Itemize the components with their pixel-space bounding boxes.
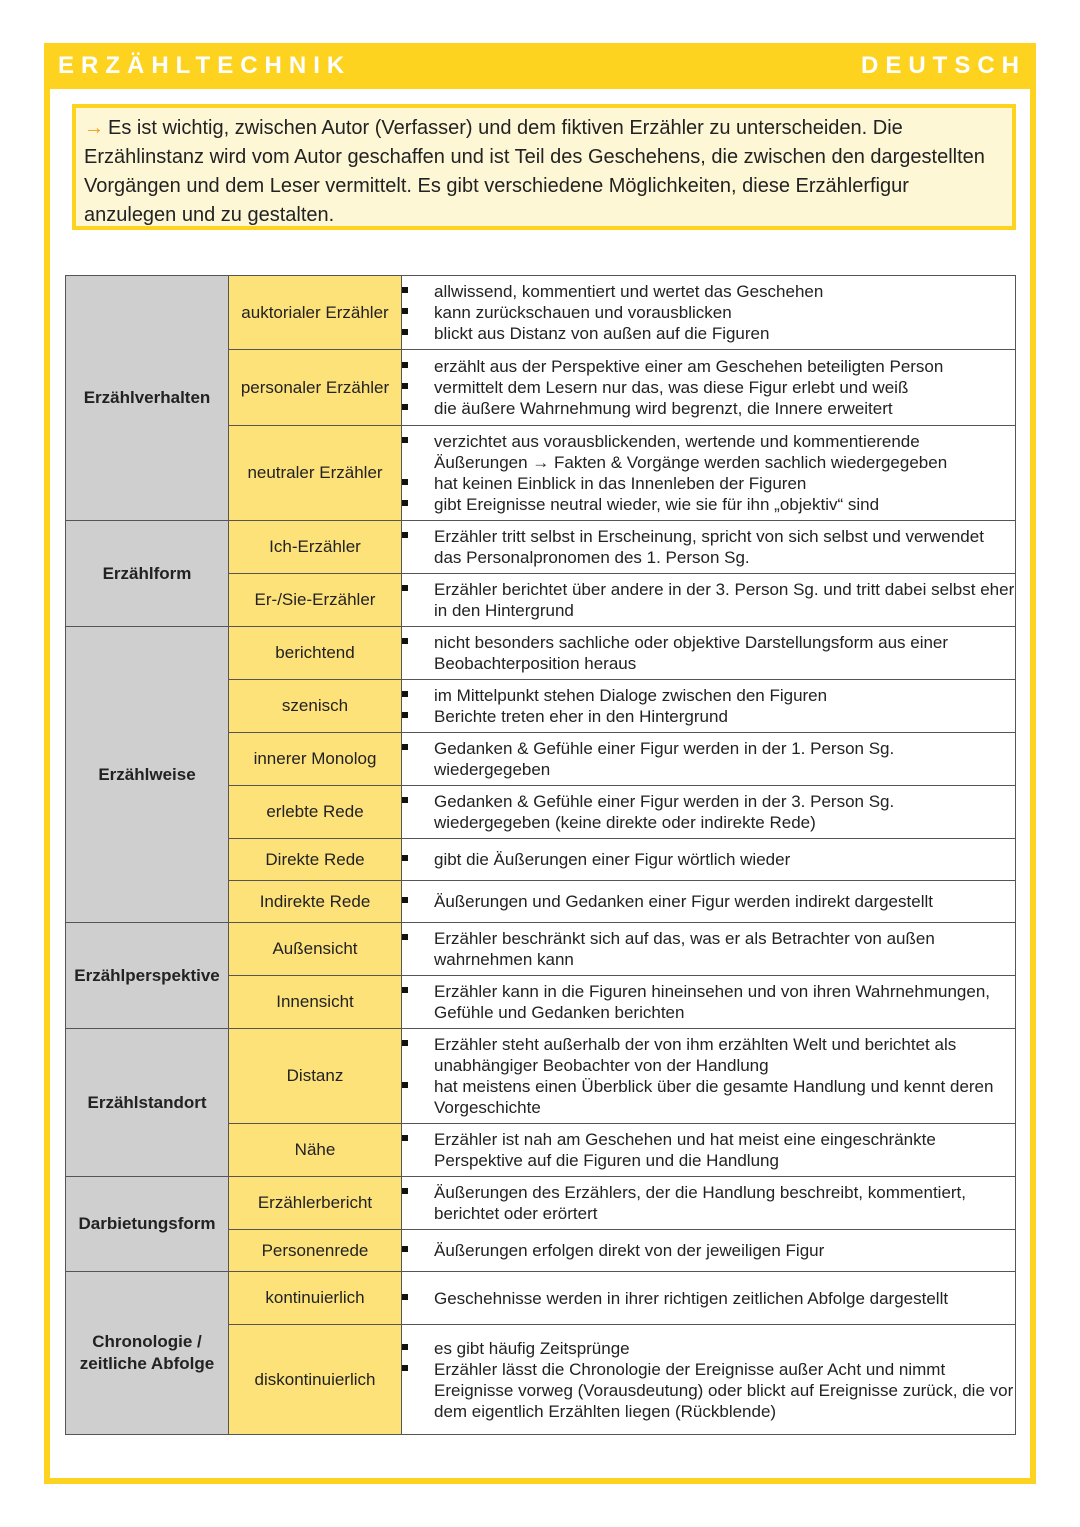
list-item: erzählt aus der Perspektive einer am Geschehen beteiligten Person — [402, 356, 1015, 377]
table-body — [66, 276, 1016, 1435]
description-cell — [402, 680, 1016, 733]
category-cell: Erzählverhalten — [66, 276, 229, 521]
term-cell: Nähe — [229, 1124, 402, 1177]
term-cell: personaler Erzähler — [229, 350, 402, 426]
list-item: allwissend, kommentiert und wertet das Geschehen — [402, 281, 1015, 302]
category-cell: Erzählstandort — [66, 1029, 229, 1177]
table-row — [66, 1272, 1016, 1325]
list-item: Gedanken & Gefühle einer Figur werden in der 1. Person Sg. wiedergegeben — [402, 738, 1015, 780]
description-cell — [402, 923, 1016, 976]
list-item: Erzähler beschränkt sich auf das, was er als Betrachter von außen wahrnehmen kann — [402, 928, 1015, 970]
description-cell — [402, 733, 1016, 786]
category-cell: Darbietungsform — [66, 1177, 229, 1272]
term-cell: berichtend — [229, 627, 402, 680]
table-row — [66, 627, 1016, 680]
description-cell — [402, 786, 1016, 839]
list-item: Äußerungen erfolgen direkt von der jeweiligen Figur — [402, 1240, 1015, 1261]
description-cell — [402, 1124, 1016, 1177]
term-cell: Personenrede — [229, 1230, 402, 1272]
list-item: Erzähler ist nah am Geschehen und hat meist eine eingeschränkte Perspektive auf die Figuren und die Handlung — [402, 1129, 1015, 1171]
bullet-list — [402, 1129, 1015, 1171]
bullet-list — [402, 579, 1015, 621]
list-item: gibt die Äußerungen einer Figur wörtlich wieder — [402, 849, 1015, 870]
category-cell: Chronologie / zeitliche Abfolge — [66, 1272, 229, 1435]
bullet-list — [402, 1034, 1015, 1118]
list-item: Erzähler tritt selbst in Erscheinung, spricht von sich selbst und verwendet das Personalpronomen des 1. Person Sg. — [402, 526, 1015, 568]
intro-box — [72, 104, 1016, 230]
term-cell: diskontinuierlich — [229, 1325, 402, 1435]
list-item: gibt Ereignisse neutral wieder, wie sie für ihn „objektiv“ sind — [402, 494, 1015, 515]
term-cell: neutraler Erzähler — [229, 426, 402, 521]
header-subject: DEUTSCH — [860, 52, 1026, 79]
list-item: Gedanken & Gefühle einer Figur werden in der 3. Person Sg. wiedergegeben (keine direkte oder indirekte Rede) — [402, 791, 1015, 833]
term-cell: auktorialer Erzähler — [229, 276, 402, 350]
list-item: hat keinen Einblick in das Innenleben der Figuren — [402, 473, 1015, 494]
bullet-list — [402, 1240, 1015, 1261]
bullet-list — [402, 981, 1015, 1023]
list-item: im Mittelpunkt stehen Dialoge zwischen den Figuren — [402, 685, 1015, 706]
description-cell — [402, 1029, 1016, 1124]
description-cell — [402, 881, 1016, 923]
list-item: die äußere Wahrnehmung wird begrenzt, die Innere erweitert — [402, 398, 1015, 419]
table-row — [66, 1177, 1016, 1230]
term-cell: Ich-Erzähler — [229, 521, 402, 574]
bullet-list — [402, 791, 1015, 833]
list-item: Erzähler lässt die Chronologie der Ereignisse außer Acht und nimmt Ereignisse vorweg (Vorausdeutung) oder blickt auf Ereignisse zurück, die vor dem eigentlich Erzählten liegen (Rückblende) — [402, 1359, 1015, 1422]
list-item: Berichte treten eher in den Hintergrund — [402, 706, 1015, 727]
list-item: es gibt häufig Zeitsprünge — [402, 1338, 1015, 1359]
bullet-list — [402, 526, 1015, 568]
list-item: Äußerungen des Erzählers, der die Handlung beschreibt, kommentiert, berichtet oder erörtert — [402, 1182, 1015, 1224]
list-item: nicht besonders sachliche oder objektive Darstellungsform aus einer Beobachterposition heraus — [402, 632, 1015, 674]
term-cell: kontinuierlich — [229, 1272, 402, 1325]
term-cell: Außensicht — [229, 923, 402, 976]
table-row — [66, 1029, 1016, 1124]
bullet-list — [402, 1182, 1015, 1224]
list-item: vermittelt dem Lesern nur das, was diese Figur erlebt und weiß — [402, 377, 1015, 398]
term-cell: Erzählerbericht — [229, 1177, 402, 1230]
term-cell: innerer Monolog — [229, 733, 402, 786]
term-cell: Direkte Rede — [229, 839, 402, 881]
list-item: Geschehnisse werden in ihrer richtigen zeitlichen Abfolge dargestellt — [402, 1288, 1015, 1309]
list-item: verzichtet aus vorausblickenden, wertende und kommentierende Äußerungen → Fakten & Vorgänge werden sachlich wiedergegeben — [402, 431, 1015, 473]
description-cell — [402, 574, 1016, 627]
category-cell: Erzählform — [66, 521, 229, 627]
intro-text: Es ist wichtig, zwischen Autor (Verfasser) und dem fiktiven Erzähler zu unterscheiden. Die Erzählinstanz wird vom Autor geschaffen und ist Teil des Geschehens, die zwischen den dargestellten Vorgängen und dem Leser vermittelt. Es gibt verschiedene Möglichkeiten, diese Erzählerfigur anzulegen und zu gestalten. — [84, 117, 985, 226]
bullet-list — [402, 928, 1015, 970]
bullet-list — [402, 849, 1015, 870]
list-item: Erzähler steht außerhalb der von ihm erzählten Welt und berichtet als unabhängiger Beobachter von der Handlung — [402, 1034, 1015, 1076]
bullet-list — [402, 431, 1015, 515]
bullet-list — [402, 738, 1015, 780]
table-row — [66, 521, 1016, 574]
term-cell: Indirekte Rede — [229, 881, 402, 923]
term-cell: erlebte Rede — [229, 786, 402, 839]
bullet-list — [402, 685, 1015, 727]
category-cell: Erzählperspektive — [66, 923, 229, 1029]
narrative-technique-table — [65, 275, 1016, 1435]
category-cell: Erzählweise — [66, 627, 229, 923]
bullet-list — [402, 281, 1015, 344]
table-row — [66, 276, 1016, 350]
description-cell — [402, 521, 1016, 574]
term-cell: Distanz — [229, 1029, 402, 1124]
term-cell: szenisch — [229, 680, 402, 733]
list-item: Erzähler kann in die Figuren hineinsehen und von ihren Wahrnehmungen, Gefühle und Gedanken berichten — [402, 981, 1015, 1023]
bullet-list — [402, 632, 1015, 674]
description-cell — [402, 426, 1016, 521]
bullet-list — [402, 1338, 1015, 1422]
arrow-right-icon: → — [84, 117, 104, 139]
description-cell — [402, 1177, 1016, 1230]
bullet-list — [402, 356, 1015, 419]
description-cell — [402, 276, 1016, 350]
list-item: Erzähler berichtet über andere in der 3. Person Sg. und tritt dabei selbst eher in den Hintergrund — [402, 579, 1015, 621]
description-cell — [402, 627, 1016, 680]
list-item: hat meistens einen Überblick über die gesamte Handlung und kennt deren Vorgeschichte — [402, 1076, 1015, 1118]
description-cell — [402, 1230, 1016, 1272]
description-cell — [402, 976, 1016, 1029]
description-cell — [402, 350, 1016, 426]
page-header — [44, 43, 1036, 89]
description-cell — [402, 1272, 1016, 1325]
description-cell — [402, 839, 1016, 881]
list-item: blickt aus Distanz von außen auf die Figuren — [402, 323, 1015, 344]
term-cell: Innensicht — [229, 976, 402, 1029]
list-item: Äußerungen und Gedanken einer Figur werden indirekt dargestellt — [402, 891, 1015, 912]
table-row — [66, 923, 1016, 976]
list-item: kann zurückschauen und vorausblicken — [402, 302, 1015, 323]
description-cell — [402, 1325, 1016, 1435]
bullet-list — [402, 891, 1015, 912]
header-title: ERZÄHLTECHNIK — [58, 52, 352, 79]
term-cell: Er-/Sie-Erzähler — [229, 574, 402, 627]
bullet-list — [402, 1288, 1015, 1309]
